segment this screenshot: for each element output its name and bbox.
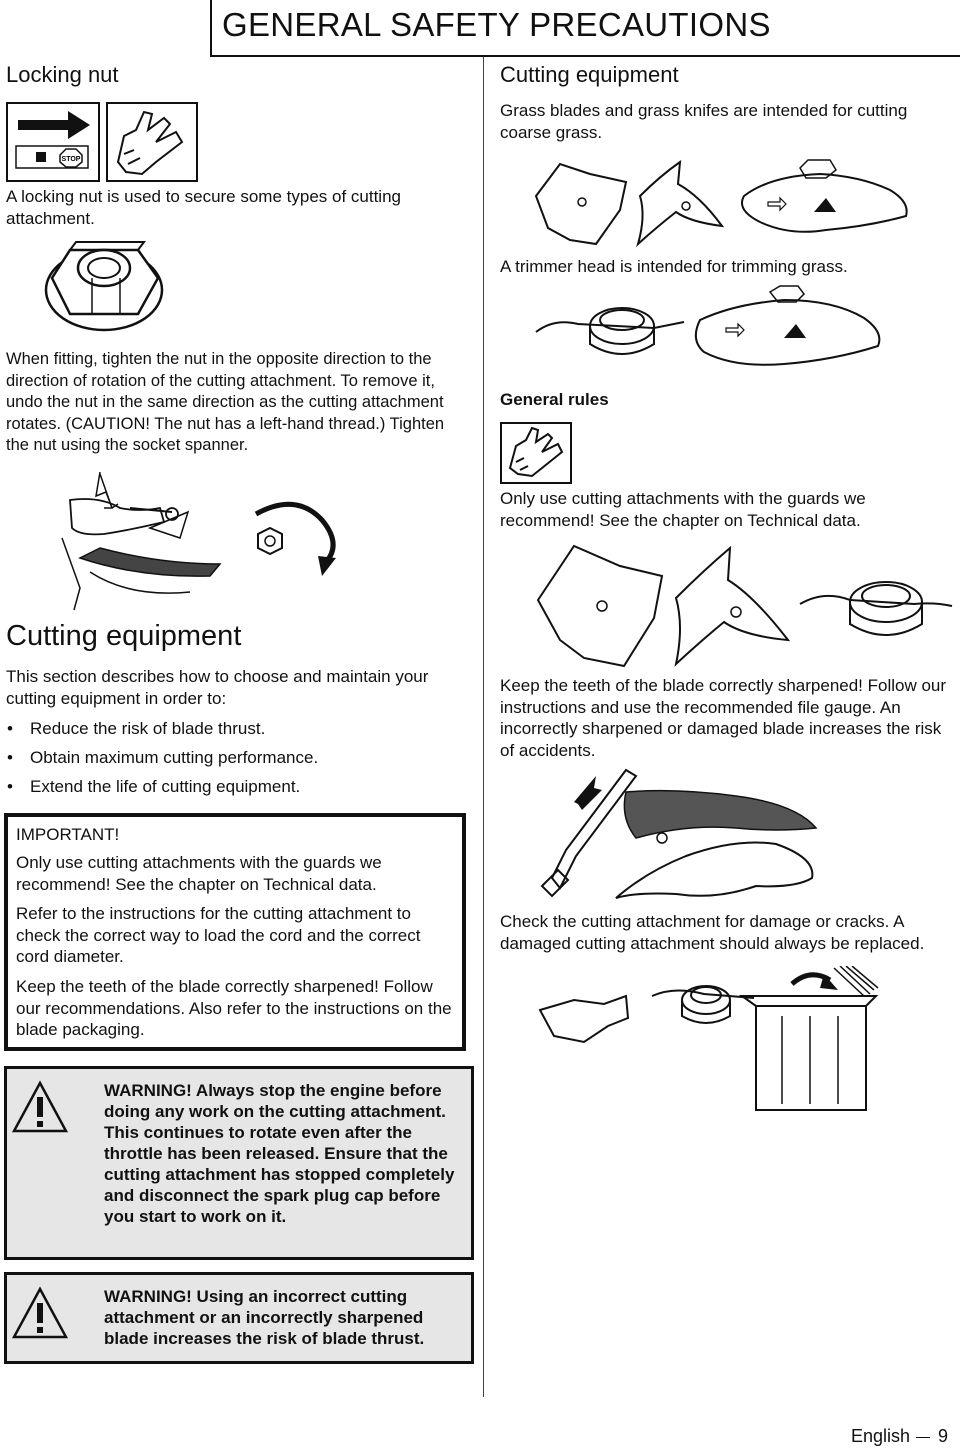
locking-nut-heading: Locking nut xyxy=(6,62,119,87)
trimmer-head-illustration xyxy=(534,284,954,380)
footer-language: English xyxy=(850,1426,910,1446)
grass-blades-text: Grass blades and grass knifes are intended for cutting coarse grass. xyxy=(500,101,908,142)
list-item: • Extend the life of cutting equipment. xyxy=(2,776,462,797)
svg-text:STOP: STOP xyxy=(61,156,81,163)
general-rules-guards: Only use cutting attachments with the guards we recommend! See the chapter on Technical data. xyxy=(500,489,866,530)
general-rules-teeth: Keep the teeth of the blade correctly sharpened! Follow our instructions and use the recommended file gauge. An incorrectly sharpened or damaged blade increases the risk of accidents. xyxy=(500,676,947,760)
locking-nut-instructions: When fitting, tighten the nut in the opposite direction to the direction of rotation of the cutting attachment. To remove it, undo the nut in the same direction as the cutting attachment rotates. (CAUTION! The nut has a left-hand thread.) Tighten the nut using the socket spanner. xyxy=(6,350,445,454)
important-label: IMPORTANT! xyxy=(16,825,120,844)
discard-attachment-illustration xyxy=(534,966,934,1116)
page-title: GENERAL SAFETY PRECAUTIONS xyxy=(222,6,771,43)
warning-blade-thrust: WARNING! Using an incorrect cutting attachment or an incorrectly sharpened blade increases the risk of blade thrust. xyxy=(104,1287,425,1348)
cutting-attachments-illustration xyxy=(534,540,954,672)
important-cord: Refer to the instructions for the cutting attachment to check the correct way to load the cord and the correct cord diameter. xyxy=(16,904,421,966)
arrow-right-icon xyxy=(18,111,90,139)
important-teeth: Keep the teeth of the blade correctly sharpened! Follow our recommendations. Also refer to the instructions on the blade packaging. xyxy=(16,977,452,1039)
blades-and-guard-illustration xyxy=(530,156,930,252)
trimmer-head-text: A trimmer head is intended for trimming grass. xyxy=(500,257,848,276)
warning-triangle-icon xyxy=(12,1286,68,1340)
cutting-equipment-heading: Cutting equipment xyxy=(6,620,242,652)
cutting-equipment-bullets xyxy=(2,718,462,805)
important-guards: Only use cutting attachments with the guards we recommend! See the chapter on Technical data. xyxy=(16,853,382,894)
general-rules-damage: Check the cutting attachment for damage or cracks. A damaged cutting attachment should always be replaced. xyxy=(500,912,925,953)
locking-nut-illustration xyxy=(40,228,170,338)
general-rules-heading: General rules xyxy=(500,390,609,409)
list-item: • Obtain maximum cutting performance. xyxy=(2,747,462,768)
header-rule xyxy=(210,55,960,57)
warning-triangle-icon xyxy=(12,1080,68,1134)
file-gauge-illustration xyxy=(536,768,826,908)
column-divider xyxy=(483,57,484,1397)
page-number: 9 xyxy=(937,1426,948,1446)
header-left-rule xyxy=(210,0,212,57)
stop-icon xyxy=(60,149,82,167)
socket-spanner-illustration xyxy=(60,468,370,618)
footer-dash xyxy=(916,1437,930,1438)
locking-nut-intro: A locking nut is used to secure some types of cutting attachment. xyxy=(6,187,401,228)
glove-icon xyxy=(500,422,572,484)
list-item: • Reduce the risk of blade thrust. xyxy=(2,718,462,739)
warning-stop-engine: WARNING! Always stop the engine before doing any work on the cutting attachment. This continues to rotate even after the throttle has been released. Ensure that the cutting attachment has stopped completely and disconnect the spark plug cap before you start to work on it. xyxy=(104,1081,455,1226)
locking-nut-symbols-illustration xyxy=(6,102,200,184)
cutting-equipment-heading-right: Cutting equipment xyxy=(500,62,679,87)
cutting-equipment-intro: This section describes how to choose and maintain your cutting equipment in order to: xyxy=(6,667,429,708)
glove-icon xyxy=(118,112,182,174)
